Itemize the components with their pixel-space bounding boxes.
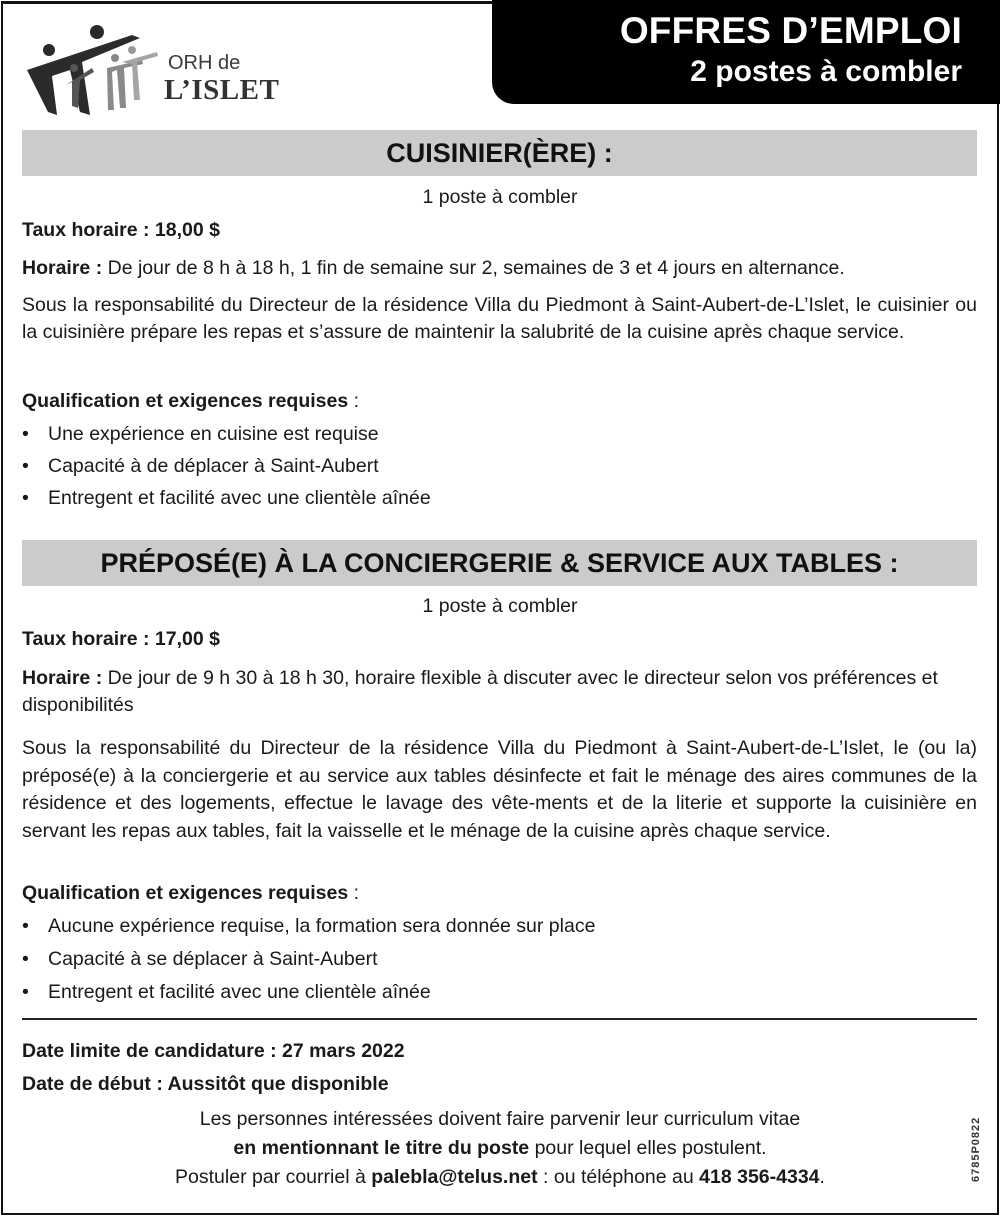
qualifications-colon: : <box>348 390 360 412</box>
list-item-text: Entregent et facilité avec une clientèle aînée <box>48 981 431 1003</box>
apply-instructions-3 <box>0 1166 1000 1189</box>
bullet-icon: • <box>22 487 29 509</box>
list-item <box>22 423 379 446</box>
qualifications-label: Qualification et exigences requises <box>22 882 349 904</box>
job-description: Sous la responsabilité du Directeur de la résidence Villa du Piedmont à Saint-Aubert-de-L’Islet, le (ou la) préposé(e) à la conciergerie et au service aux tables désinfecte et fait le ménage des aires communes de la résidence et des logements, effectue le lavage des vête-ments et de la literie et supporte la cuisinière en servant les repas aux tables, fait la vaisselle et le ménage de la cuisine après chaque service. <box>22 737 977 842</box>
qualifications-colon: : <box>348 882 360 904</box>
divider <box>22 1018 977 1020</box>
schedule-label: Horaire : <box>22 667 103 689</box>
schedule <box>22 665 962 719</box>
start-date: Date de début : Aussitôt que disponible <box>22 1073 389 1095</box>
hourly-rate: Taux horaire : 17,00 $ <box>22 628 220 650</box>
apply-end: . <box>819 1166 825 1188</box>
job-openings: 1 poste à combler <box>422 595 578 617</box>
list-item <box>22 915 595 938</box>
header-subtitle: 2 postes à combler <box>690 55 962 88</box>
list-item <box>22 455 379 478</box>
apply-emphasis: en mentionnant le titre du poste <box>233 1137 530 1159</box>
phone-number[interactable]: 418 356-4334 <box>699 1166 820 1188</box>
list-item <box>22 948 378 971</box>
header-banner <box>492 0 1000 104</box>
schedule-text: De jour de 9 h 30 à 18 h 30, horaire flexible à discuter avec le directeur selon vos préférences et disponibilités <box>22 667 938 716</box>
job-title-bar: PRÉPOSÉ(E) À LA CONCIERGERIE & SERVICE AUX TABLES : <box>22 540 977 586</box>
job-openings: 1 poste à combler <box>422 186 578 208</box>
organization-logo <box>22 20 280 115</box>
list-item-text: Une expérience en cuisine est requise <box>48 423 379 445</box>
bullet-icon: • <box>22 455 29 477</box>
apply-prefix: Postuler par courriel à <box>175 1166 372 1188</box>
apply-mid: : ou téléphone au <box>537 1166 700 1188</box>
bullet-icon: • <box>22 915 29 937</box>
job-title-bar: CUISINIER(ÈRE) : <box>22 130 977 176</box>
qualifications-label: Qualification et exigences requises <box>22 390 349 412</box>
apply-rest: pour lequel elles postulent. <box>529 1137 767 1159</box>
job-description: Sous la responsabilité du Directeur de la résidence Villa du Piedmont à Saint-Aubert-de-L’Islet, le cuisinier ou la cuisinière prépare les repas et s’assure de maintenir la salubrité de la cuisine après chaque service. <box>22 294 977 343</box>
hourly-rate: Taux horaire : 18,00 $ <box>22 219 220 241</box>
apply-instructions-2 <box>0 1137 1000 1160</box>
qualifications-heading <box>22 390 359 413</box>
schedule <box>22 257 845 280</box>
list-item-text: Capacité à se déplacer à Saint-Aubert <box>48 948 378 970</box>
list-item-text: Capacité à de déplacer à Saint-Aubert <box>48 455 379 477</box>
email-link[interactable]: palebla@telus.net <box>371 1166 538 1188</box>
header-title: OFFRES D’EMPLOI <box>619 10 962 51</box>
bullet-icon: • <box>22 948 29 970</box>
schedule-label: Horaire : <box>22 257 103 279</box>
bullet-icon: • <box>22 981 29 1003</box>
schedule-text: De jour de 8 h à 18 h, 1 fin de semaine sur 2, semaines de 3 et 4 jours en alternance. <box>102 257 845 279</box>
people-group-icon <box>22 20 172 115</box>
list-item <box>22 981 431 1004</box>
logo-line2: L’ISLET <box>164 74 280 106</box>
bullet-icon: • <box>22 423 29 445</box>
list-item-text: Aucune expérience requise, la formation sera donnée sur place <box>48 915 596 937</box>
logo-line1: ORH de <box>168 52 241 74</box>
ad-code: 6785P0822 <box>970 1116 982 1182</box>
application-deadline: Date limite de candidature : 27 mars 2022 <box>22 1040 405 1062</box>
apply-instructions-1: Les personnes intéressées doivent faire parvenir leur curriculum vitae <box>199 1108 801 1130</box>
qualifications-heading <box>22 882 359 905</box>
list-item <box>22 487 431 510</box>
list-item-text: Entregent et facilité avec une clientèle aînée <box>48 487 431 509</box>
